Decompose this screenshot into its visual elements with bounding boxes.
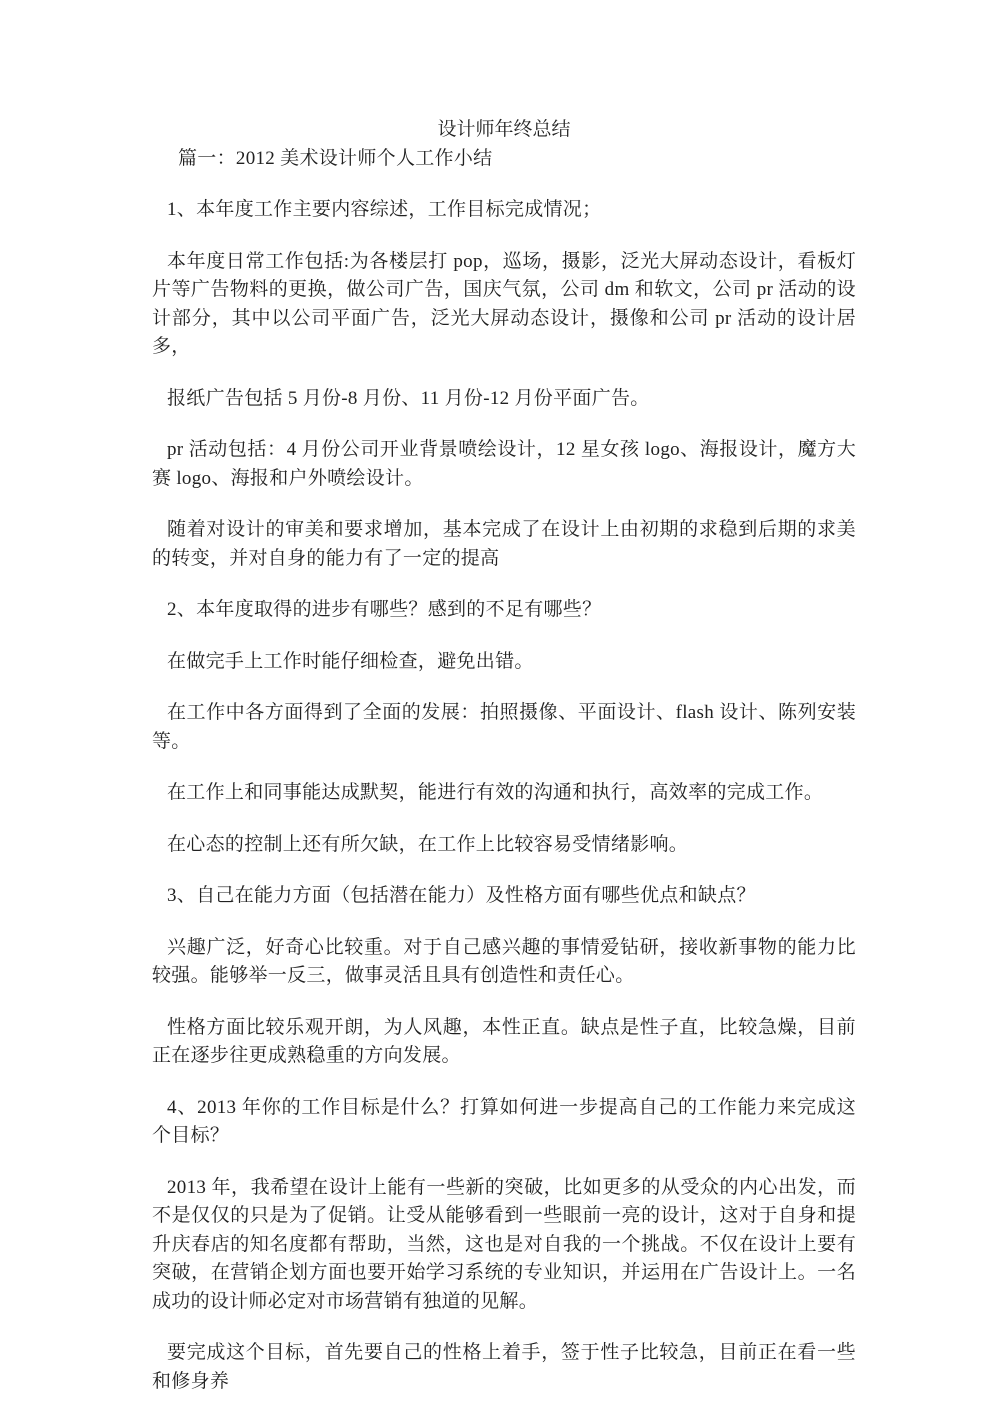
paragraph: 2013 年，我希望在设计上能有一些新的突破，比如更多的从受众的内心出发，而不是仅仅的只是为了促销。让受从能够看到一些眼前一亮的设计，这对于自身和提升庆春店的知名度都有帮助，当然，这也是对自我的一个挑战。不仅在设计上要有突破，在营销企划方面也要开始学习系统的专业知识，并运用在广告设计上。一名成功的设计师必定对市场营销有独道的见解。 [152,1176,856,1312]
document-title: 设计师年终总结 [437,119,571,140]
paragraph: 3、自己在能力方面（包括潜在能力）及性格方面有哪些优点和缺点？ [167,885,756,906]
paragraph: 2、本年度取得的进步有哪些？感到的不足有哪些？ [167,599,602,620]
paragraph: 篇一：2012 美术设计师个人工作小结 [178,147,493,169]
paragraph: 兴趣广泛，好奇心比较重。对于自己感兴趣的事情爱钻研，接收新事物的能力比较强。能够举一反三，做事灵活且具有创造性和责任心。 [152,936,856,986]
paragraph: 要完成这个目标，首先要自己的性格上着手，签于性子比较急，目前正在看一些和修身养 [152,1342,856,1392]
paragraph: pr 活动包括：4 月份公司开业背景喷绘设计，12 星女孩 logo、海报设计，魔方大赛 logo、海报和户外喷绘设计。 [152,439,856,489]
paragraph: 本年度日常工作包括:为各楼层打 pop，巡场，摄影，泛光大屏动态设计，看板灯片等广告物料的更换，做公司广告，国庆气氛，公司 dm 和软文，公司 pr 活动的设计部分，其中以公司平面广告，泛光大屏动态设计，摄像和公司 pr 活动的设计居多， [152,250,856,357]
paragraph: 1、本年度工作主要内容综述，工作目标完成情况； [167,199,602,220]
paragraph: 4、2013 年你的工作目标是什么？打算如何进一步提高自己的工作能力来完成这个目标？ [152,1096,856,1146]
paragraph: 随着对设计的审美和要求增加，基本完成了在设计上由初期的求稳到后期的求美的转变，并对自身的能力有了一定的提高 [152,519,856,569]
paragraph: 报纸广告包括 5 月份-8 月份、11 月份-12 月份平面广告。 [167,387,650,409]
paragraph: 在工作中各方面得到了全面的发展：拍照摄像、平面设计、flash 设计、陈列安装等。 [152,702,856,752]
paragraph: 在工作上和同事能达成默契，能进行有效的沟通和执行，高效率的完成工作。 [167,782,824,803]
paragraph: 在做完手上工作时能仔细检查，避免出错。 [167,650,534,672]
paragraph: 在心态的控制上还有所欠缺，在工作上比较容易受情绪影响。 [167,833,689,855]
paragraph: 性格方面比较乐观开朗，为人风趣，本性正直。缺点是性子直，比较急燥，目前正在逐步往更成熟稳重的方向发展。 [152,1016,856,1066]
